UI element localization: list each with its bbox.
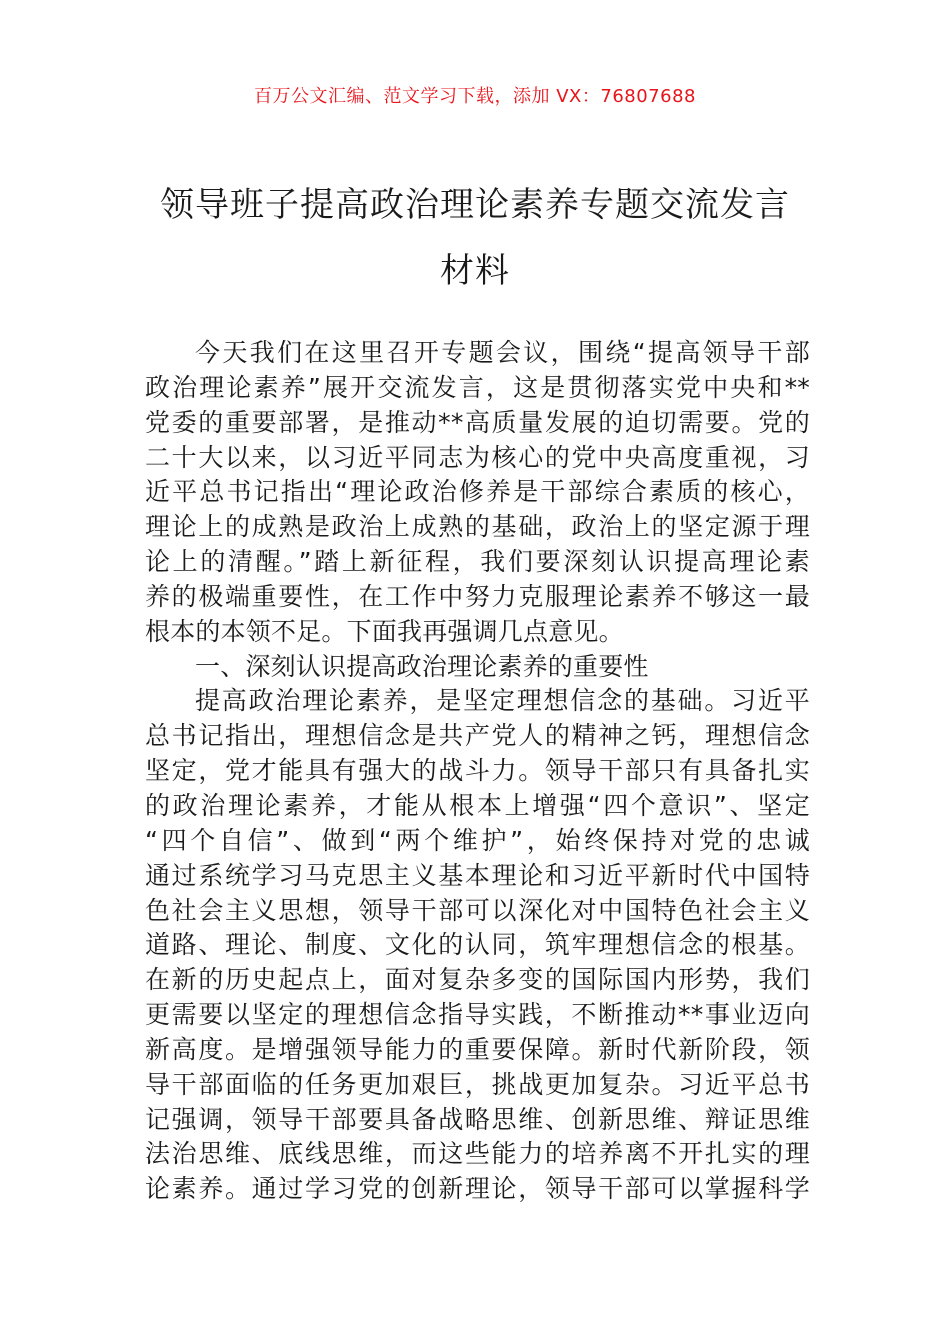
body-line: 通过系统学习马克思主义基本理论和习近平新时代中国特 (145, 860, 810, 890)
title-line-1: 领导班子提高政治理论素养专题交流发言 (160, 185, 790, 225)
section-heading: 一、深刻认识提高政治理论素养的重要性 (195, 651, 649, 681)
body-line: 党委的重要部署，是推动**高质量发展的迫切需要。党的 (145, 407, 810, 437)
body-line: 论上的清醒。”踏上新征程，我们要深刻认识提高理论素 (145, 547, 810, 577)
body-line: 的政治理论素养，才能从根本上增强“四个意识”、坚定 (145, 790, 810, 820)
body-line: 理论上的成熟是政治上成熟的基础，政治上的坚定源于理 (145, 512, 810, 542)
body-line: 导干部面临的任务更加艰巨，挑战更加复杂。习近平总书 (145, 1069, 810, 1099)
body-line: 论素养。通过学习党的创新理论，领导干部可以掌握科学 (145, 1174, 810, 1204)
body-line: 色社会主义思想，领导干部可以深化对中国特色社会主义 (145, 895, 810, 925)
body-line: 提高政治理论素养，是坚定理想信念的基础。习近平 (195, 686, 810, 716)
body-line: 新高度。是增强领导能力的重要保障。新时代新阶段，领 (145, 1034, 810, 1064)
body-line: 在新的历史起点上，面对复杂多变的国际国内形势，我们 (145, 965, 810, 995)
body-line: 二十大以来，以习近平同志为核心的党中央高度重视，习 (145, 442, 810, 472)
body-line: 今天我们在这里召开专题会议，围绕“提高领导干部 (195, 338, 810, 367)
body-line: 法治思维、底线思维，而这些能力的培养离不开扎实的理 (145, 1139, 810, 1169)
header-banner: 百万公文汇编、范文学习下载，添加 VX：76807688 (254, 86, 696, 107)
body-line: 道路、理论、制度、文化的认同，筑牢理想信念的根基。 (145, 930, 810, 960)
body-line: 近平总书记指出“理论政治修养是干部综合素质的核心， (145, 477, 810, 507)
body-line: “四个自信”、做到“两个维护”，始终保持对党的忠诚 (145, 825, 810, 855)
title-line-2: 材料 (440, 251, 510, 291)
document-title (140, 172, 810, 304)
body-line: 养的极端重要性，在工作中努力克服理论素养不够这一最 (145, 581, 810, 611)
body-line: 更需要以坚定的理想信念指导实践，不断推动**事业迈向 (145, 1000, 810, 1030)
document-body (145, 336, 810, 1207)
body-line: 总书记指出，理想信念是共产党人的精神之钙，理想信念 (145, 721, 810, 751)
body-line: 坚定，党才能具有强大的战斗力。领导干部只有具备扎实 (145, 756, 810, 786)
body-line: 根本的本领不足。下面我再强调几点意见。 (145, 616, 624, 646)
body-line: 记强调，领导干部要具备战略思维、创新思维、辩证思维 (145, 1104, 810, 1134)
body-line: 政治理论素养”展开交流发言，这是贯彻落实党中央和** (145, 372, 810, 402)
